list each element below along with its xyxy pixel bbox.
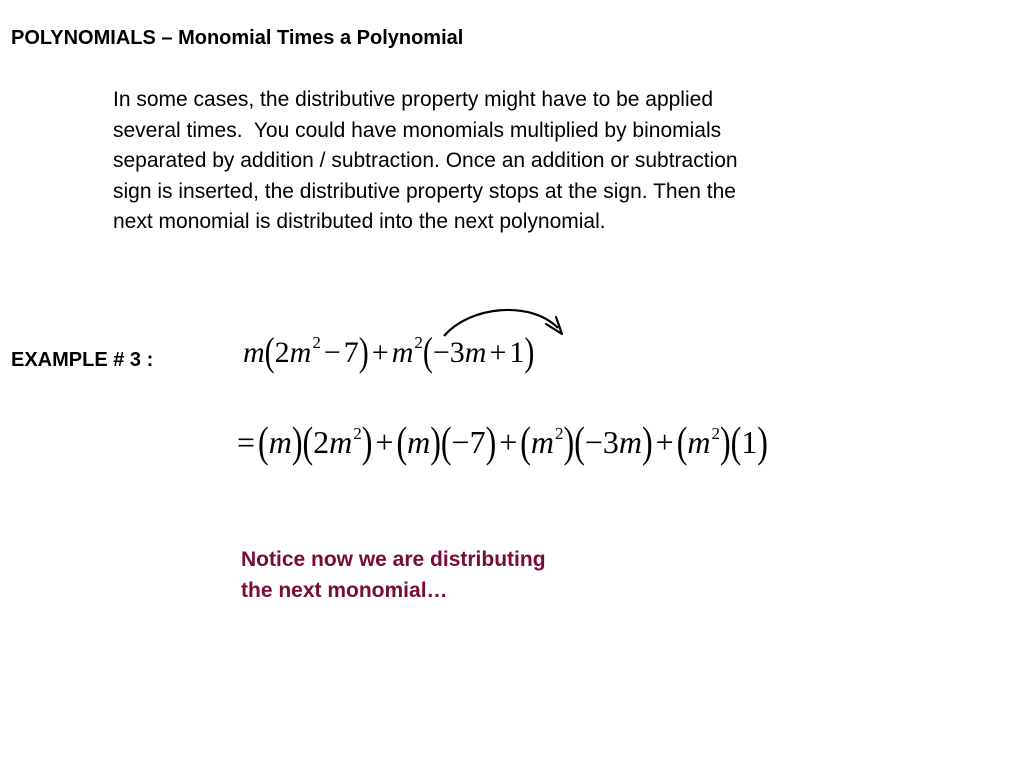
math-paren: ( (396, 417, 408, 467)
math-paren: ( (574, 417, 585, 467)
notice-line: the next monomial… (241, 578, 448, 602)
math-var: m (407, 424, 431, 460)
intro-line: In some cases, the distributive property might have to be applied (113, 88, 713, 111)
math-paren: ) (757, 417, 768, 467)
math-coef: 2 (313, 424, 330, 460)
math-operator: + (489, 336, 507, 369)
math-paren: ) (563, 417, 575, 467)
math-const: 1 (509, 336, 525, 369)
math-coef: 2 (274, 336, 290, 369)
math-operator: = (237, 424, 256, 460)
math-paren: ) (485, 417, 497, 467)
page-title: POLYNOMIALS – Monomial Times a Polynomial (11, 27, 464, 49)
notice-line: Notice now we are distributing (241, 548, 546, 571)
math-paren: ) (642, 417, 653, 467)
math-operator: − (451, 424, 470, 460)
math-paren: ( (440, 417, 452, 467)
math-paren: ) (524, 330, 535, 375)
math-exponent: 2 (555, 424, 564, 443)
notice-callout (241, 545, 546, 606)
math-paren: ) (719, 417, 731, 467)
math-exponent: 2 (312, 333, 321, 352)
math-var: m (687, 424, 711, 460)
math-var: m (268, 424, 292, 460)
intro-line: several times. You could have monomials multiplied by binomials (113, 118, 722, 142)
math-operator: − (323, 336, 341, 369)
equation-original (243, 330, 535, 375)
math-paren: ( (422, 330, 433, 375)
math-paren: ( (302, 417, 314, 467)
math-paren: ( (264, 330, 275, 375)
math-var: m (243, 336, 265, 369)
math-paren: ) (430, 417, 441, 467)
math-operator: + (655, 424, 674, 460)
math-paren: ) (361, 417, 373, 467)
intro-line: separated by addition / subtraction. Once an addition or subtraction (113, 149, 738, 172)
math-var: m (618, 424, 642, 460)
intro-line: sign is inserted, the distributive property stops at the sign. Then the (113, 179, 736, 203)
math-const: 1 (741, 424, 758, 460)
math-paren: ( (258, 417, 269, 467)
math-var: m (464, 336, 487, 369)
math-paren: ( (676, 417, 688, 467)
math-exponent: 2 (414, 333, 423, 352)
math-exponent: 2 (353, 424, 362, 443)
math-paren: ( (520, 417, 531, 467)
math-const: 7 (343, 336, 359, 369)
math-paren: ) (358, 330, 369, 375)
math-coef: 3 (602, 424, 619, 460)
math-exponent: 2 (711, 424, 720, 443)
example-label: EXAMPLE # 3 : (11, 349, 154, 371)
math-var: m (391, 336, 414, 369)
math-const: 7 (469, 424, 486, 460)
math-operator: + (499, 424, 518, 460)
equation-distributed (234, 417, 768, 467)
math-paren: ) (291, 417, 303, 467)
math-operator: − (584, 424, 603, 460)
math-operator: + (371, 336, 389, 369)
math-operator: + (375, 424, 394, 460)
math-operator: − (432, 336, 450, 369)
intro-paragraph (113, 85, 903, 238)
math-paren: ( (730, 417, 742, 467)
math-var: m (329, 424, 353, 460)
math-var: m (289, 336, 312, 369)
math-coef: 3 (449, 336, 465, 369)
math-var: m (530, 424, 555, 460)
intro-line: next monomial is distributed into the next polynomial. (113, 210, 606, 233)
